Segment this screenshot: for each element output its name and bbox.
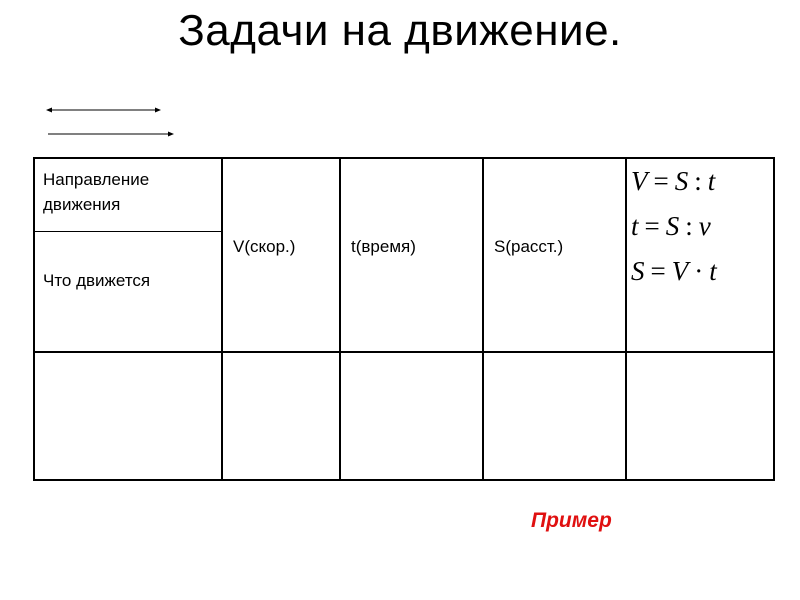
table-cell[interactable] (222, 352, 340, 480)
formula-b: v (698, 211, 711, 241)
header-cell-direction (34, 158, 222, 352)
table-row (34, 352, 774, 480)
cell-divider (35, 231, 221, 232)
motion-table (33, 157, 775, 481)
table-cell[interactable] (626, 352, 774, 480)
distance-label: S(расст.) (494, 237, 564, 256)
header-cell-distance (483, 158, 626, 352)
formula-a: S (674, 166, 689, 196)
direction-arrows (44, 100, 179, 140)
formula-distance (627, 249, 773, 294)
formula-time (627, 204, 773, 249)
header-row (34, 158, 774, 352)
time-label: t(время) (351, 237, 416, 256)
right-arrow-icon (48, 132, 174, 137)
example-link[interactable]: Пример (531, 509, 612, 532)
table-cell[interactable] (483, 352, 626, 480)
formula-lhs: S (631, 256, 645, 286)
direction-label: Направление движения (43, 170, 150, 214)
formula-a: S (665, 211, 680, 241)
double-headed-arrow-icon (46, 108, 161, 113)
formulas-cell (626, 158, 774, 352)
formula-b: t (709, 256, 717, 286)
formula-equals: = (653, 166, 669, 196)
formula-velocity (627, 159, 773, 204)
table-cell[interactable] (34, 352, 222, 480)
formula-operator: : (685, 211, 693, 241)
formula-a: V (671, 256, 689, 286)
velocity-label: V(скор.) (233, 237, 296, 256)
formula-lhs: V (631, 166, 648, 196)
formula-operator: · (694, 256, 704, 286)
formula-operator: : (694, 166, 702, 196)
formula-equals: = (644, 211, 660, 241)
table-cell[interactable] (340, 352, 483, 480)
formula-equals: = (650, 256, 666, 286)
page-title: Задачи на движение. (178, 6, 622, 55)
formula-b: t (707, 166, 716, 196)
header-cell-velocity (222, 158, 340, 352)
formula-lhs: t (631, 211, 639, 241)
what-moves-label: Что движется (43, 271, 151, 290)
header-cell-time (340, 158, 483, 352)
